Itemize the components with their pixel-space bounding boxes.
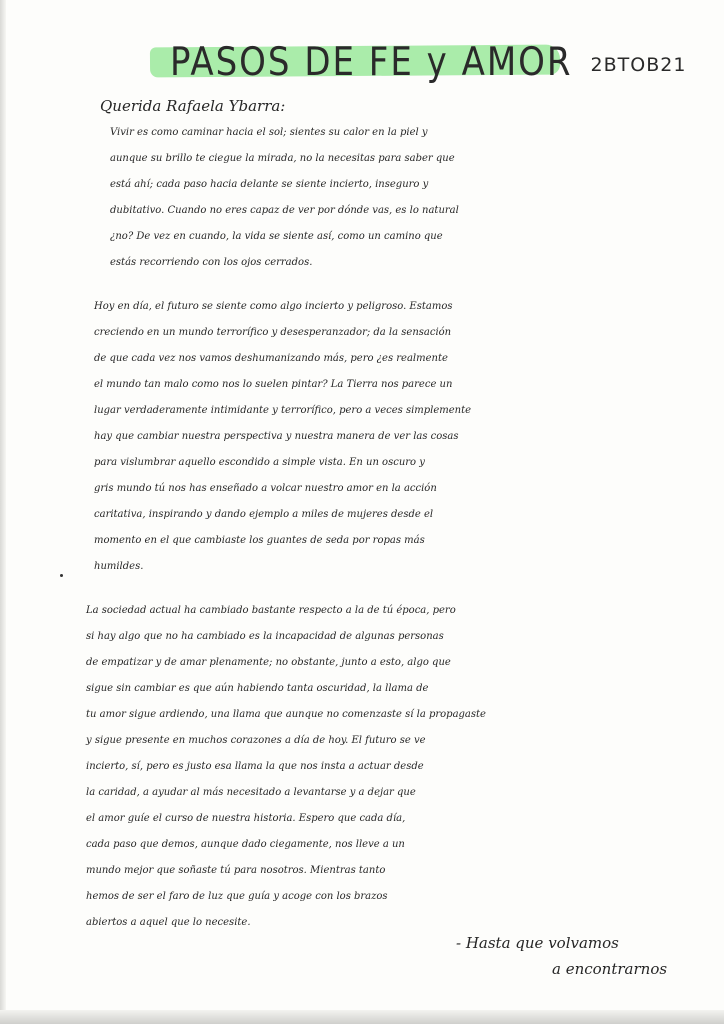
text-line: mundo mejor que soñaste tú para nosotros. Mientras tanto [86,865,386,876]
text-line: cada paso que demos, aunque dado ciegamente, nos lleve a un [86,839,405,850]
text-line: humildes. [94,561,144,572]
closing-line-2: a encontrarnos [552,960,668,978]
class-code: 2BTOB21 [590,54,687,76]
text-line: estás recorriendo con los ojos cerrados. [110,257,313,268]
text-line: está ahí; cada paso hacia delante se siente incierto, inseguro y [110,179,429,190]
header [170,26,687,86]
text-line: hay que cambiar nuestra perspectiva y nuestra manera de ver las cosas [94,431,459,442]
closing-signoff [456,930,667,982]
ink-speck [60,574,63,577]
text-line: para vislumbrar aquello escondido a simple vista. En un oscuro y [94,457,425,468]
paragraph-gap [86,580,702,598]
text-line: gris mundo tú nos has enseñado a volcar nuestro amor en la acción [94,483,437,494]
text-line: momento en el que cambiaste los guantes de seda por ropas más [94,535,425,546]
text-line: lugar verdaderamente intimidante y terrorífico, pero a veces simplemente [94,405,472,416]
text-line: tu amor sigue ardiendo, una llama que aunque no comenzaste sí la propagaste [86,709,486,720]
paragraph-gap [86,276,702,294]
text-line: La sociedad actual ha cambiado bastante respecto a la de tú época, pero [86,605,456,616]
text-line: Hoy en día, el futuro se siente como algo incierto y peligroso. Estamos [94,301,453,312]
paragraph-2 [86,294,702,580]
scan-bottom-edge [0,1010,724,1024]
text-line: aunque su brillo te ciegue la mirada, no la necesitas para saber que [110,153,455,164]
text-line: caritativa, inspirando y dando ejemplo a miles de mujeres desde el [94,509,434,520]
text-line: de empatizar y de amar plenamente; no obstante, junto a esto, algo que [86,657,451,668]
text-line: ¿no? De vez en cuando, la vida se siente así, como un camino que [110,231,443,242]
text-line: dubitativo. Cuando no eres capaz de ver por dónde vas, es lo natural [110,205,459,216]
text-line: creciendo en un mundo terrorífico y desesperanzador; da la sensación [94,327,452,338]
text-line: abiertos a aquel que lo necesite. [86,917,251,928]
text-line: sigue sin cambiar es que aún habiendo tanta oscuridad, la llama de [86,683,429,694]
paragraph-3 [86,598,702,936]
text-line: el amor guíe el curso de nuestra historia. Espero que cada día, [86,813,406,824]
text-line: incierto, sí, pero es justo esa llama la que nos insta a actuar desde [86,761,424,772]
text-line: el mundo tan malo como nos lo suelen pintar? La Tierra nos parece un [94,379,453,390]
text-line: la caridad, a ayudar al más necesitado a levantarse y a dejar que [86,787,416,798]
letter-body [86,92,702,936]
text-line: Vivir es como caminar hacia el sol; sientes su calor en la piel y [110,127,428,138]
text-line: hemos de ser el faro de luz que guía y acoge con los brazos [86,891,388,902]
closing-line-1: - Hasta que volvamos [456,934,619,952]
page-title: PASOS DE FE y AMOR [170,39,573,86]
text-line: y sigue presente en muchos corazones a día de hoy. El futuro se ve [86,735,426,746]
greeting: Querida Rafaela Ybarra: [100,97,286,115]
paragraph-1 [86,120,702,276]
text-line: de que cada vez nos vamos deshumanizando más, pero ¿es realmente [94,353,448,364]
text-line: si hay algo que no ha cambiado es la incapacidad de algunas personas [86,631,444,642]
scan-left-edge [0,0,6,1024]
